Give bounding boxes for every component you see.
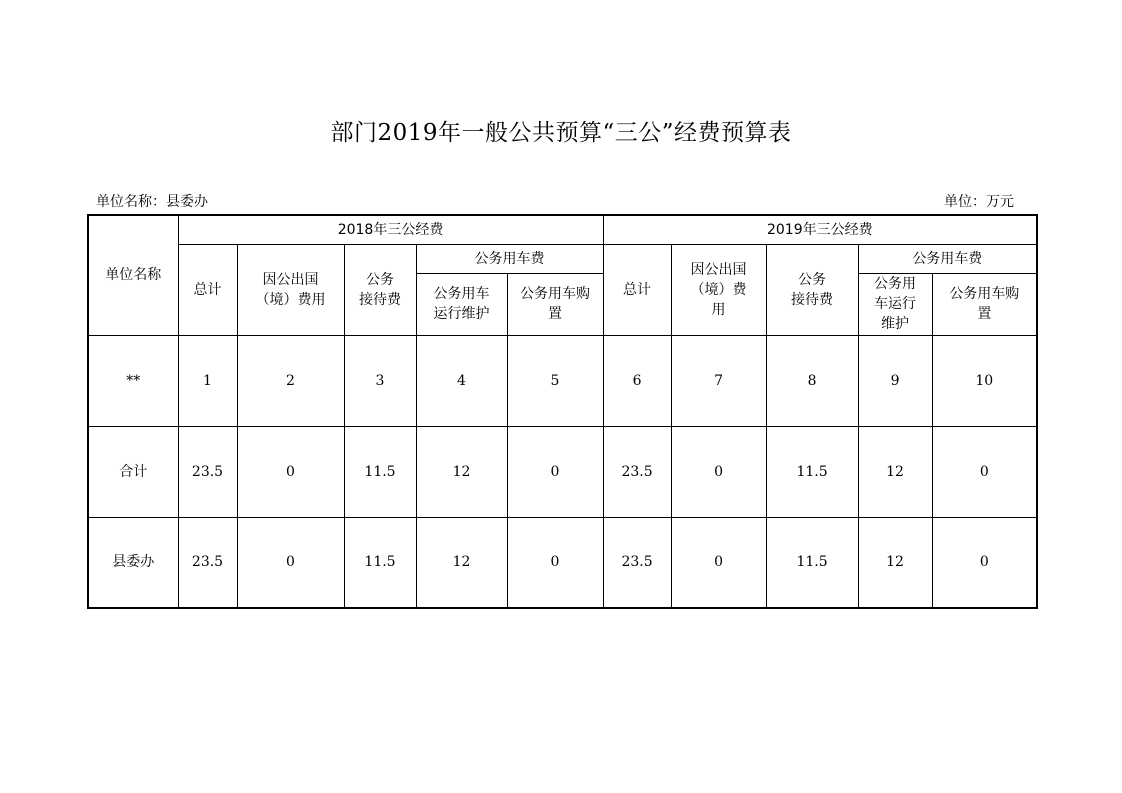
table-cell: 11.5 [344, 517, 416, 608]
header-vehicle-buy-2018: 公务用车购 置 [507, 273, 603, 335]
budget-table [87, 214, 1038, 609]
header-unit-name: 单位名称 [88, 215, 178, 335]
header-vehicle-buy-2019: 公务用车购 置 [932, 273, 1037, 335]
table-cell: 6 [603, 335, 671, 426]
header-vehicle-op-2018: 公务用车 运行维护 [416, 273, 507, 335]
header-group-2019: 2019年三公经费 [603, 215, 1037, 244]
header-vehicle-op-2019: 公务用 车运行 维护 [858, 273, 932, 335]
table-cell: 1 [178, 335, 237, 426]
table-cell: 0 [671, 517, 766, 608]
row-name: ** [88, 335, 178, 426]
table-cell: 4 [416, 335, 507, 426]
table-cell: 23.5 [603, 426, 671, 517]
header-vehicle-2018: 公务用车费 [416, 244, 603, 273]
header-abroad-2019: 因公出国 （境）费 用 [671, 244, 766, 335]
table-cell: 23.5 [178, 426, 237, 517]
table-cell: 11.5 [344, 426, 416, 517]
header-vehicle-2019: 公务用车费 [858, 244, 1037, 273]
table-row [88, 517, 1037, 608]
table-cell: 23.5 [603, 517, 671, 608]
table-cell: 12 [416, 426, 507, 517]
header-reception-2019: 公务 接待费 [766, 244, 858, 335]
table-cell: 12 [416, 517, 507, 608]
header-total-2019: 总计 [603, 244, 671, 335]
table-cell: 0 [932, 517, 1037, 608]
table-cell: 23.5 [178, 517, 237, 608]
row-name: 县委办 [88, 517, 178, 608]
table-cell: 8 [766, 335, 858, 426]
table-row [88, 335, 1037, 426]
currency-unit-label: 单位：万元 [944, 194, 1014, 210]
unit-name-label: 单位名称：县委办 [96, 194, 208, 210]
table-cell: 0 [237, 517, 344, 608]
table-cell: 0 [671, 426, 766, 517]
header-reception-2018: 公务 接待费 [344, 244, 416, 335]
table-cell: 3 [344, 335, 416, 426]
table-cell: 9 [858, 335, 932, 426]
header-total-2018: 总计 [178, 244, 237, 335]
table-cell: 0 [237, 426, 344, 517]
table-cell: 0 [507, 426, 603, 517]
table-cell: 7 [671, 335, 766, 426]
table-cell: 12 [858, 426, 932, 517]
table-cell: 0 [932, 426, 1037, 517]
table-cell: 11.5 [766, 426, 858, 517]
row-name: 合计 [88, 426, 178, 517]
table-cell: 5 [507, 335, 603, 426]
header-group-2018: 2018年三公经费 [178, 215, 603, 244]
table-cell: 11.5 [766, 517, 858, 608]
table-cell: 0 [507, 517, 603, 608]
header-abroad-2018: 因公出国 （境）费用 [237, 244, 344, 335]
table-cell: 12 [858, 517, 932, 608]
table-cell: 10 [932, 335, 1037, 426]
page-title: 部门2019年一般公共预算“三公”经费预算表 [330, 120, 792, 146]
table-row [88, 426, 1037, 517]
table-cell: 2 [237, 335, 344, 426]
